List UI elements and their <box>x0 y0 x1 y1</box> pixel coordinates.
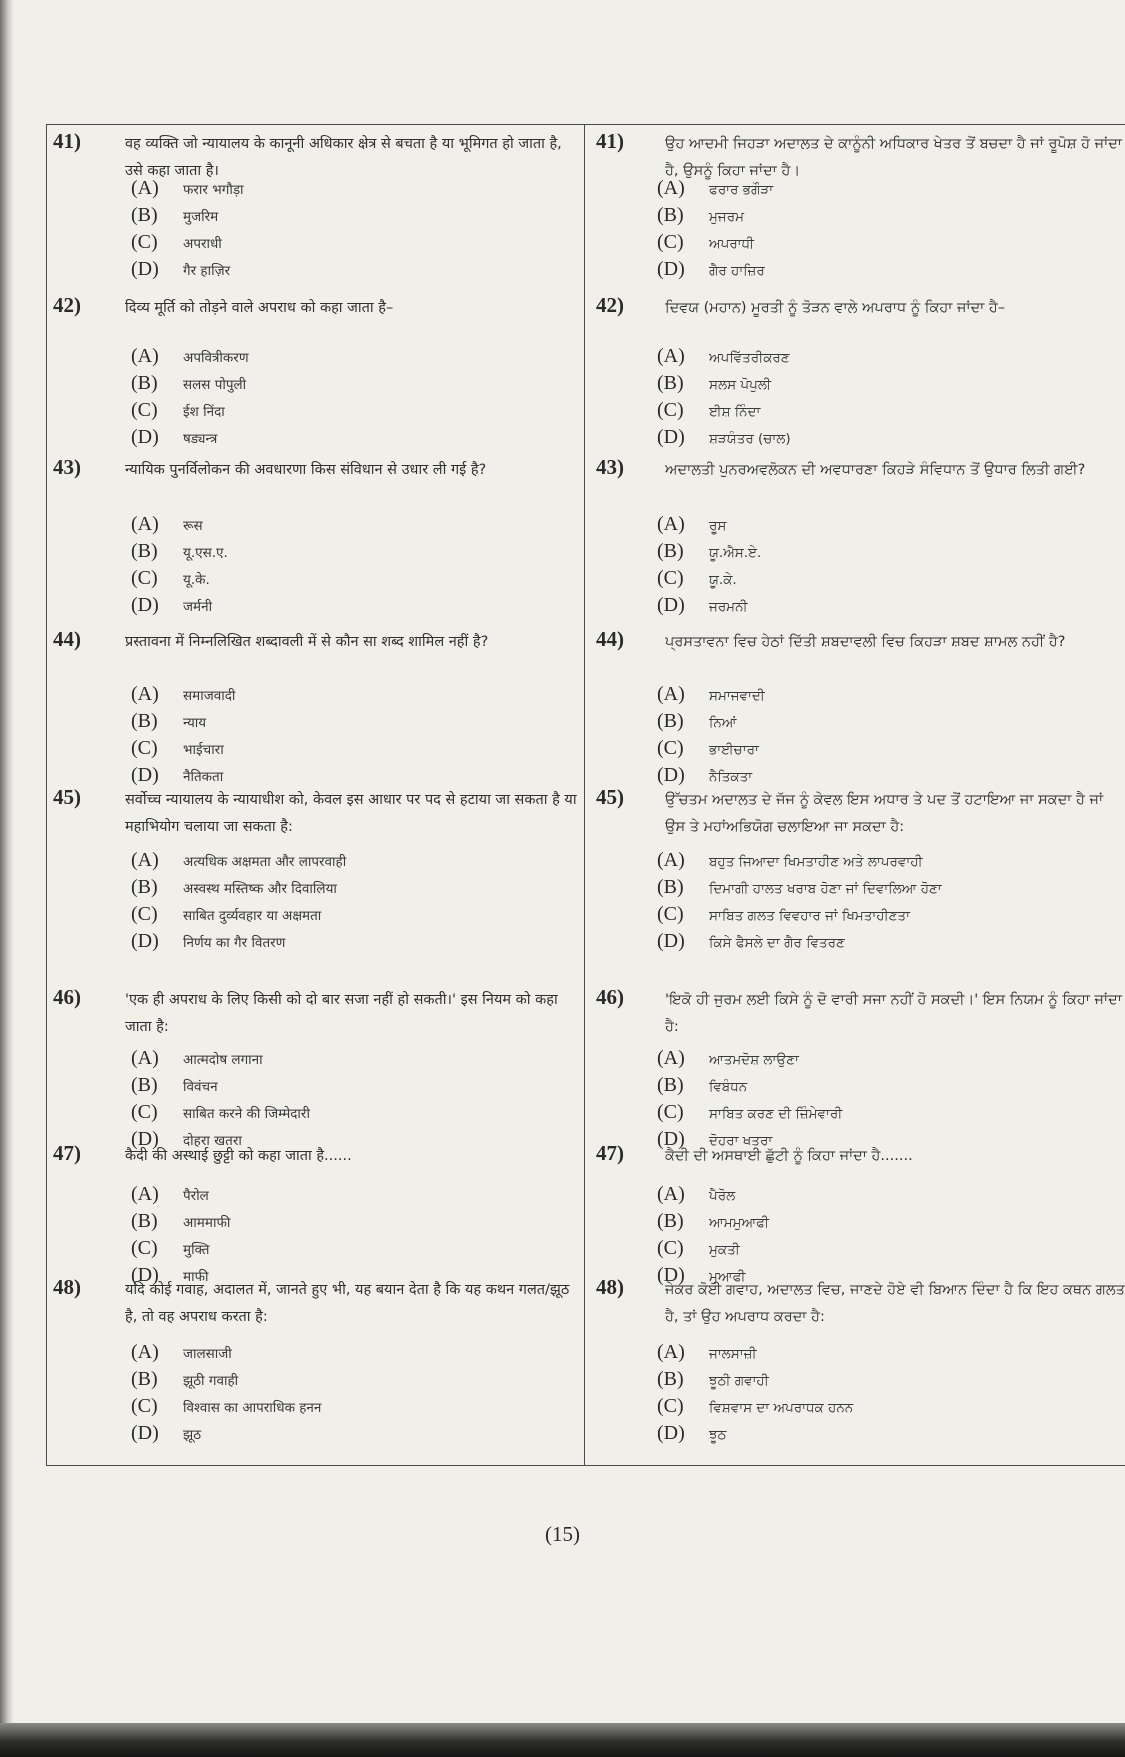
question-text: कैदी की अस्थाई छुट्टी को कहा जाता है...... <box>125 1148 352 1164</box>
answer-option <box>657 513 726 540</box>
option-label: (A) <box>131 1183 159 1205</box>
option-text: ਫਰਾਰ ਭਗੌੜਾ <box>709 182 774 198</box>
option-label: (D) <box>131 1128 159 1150</box>
option-label: (C) <box>131 231 158 253</box>
answer-option <box>131 399 225 426</box>
question-text: वह व्यक्ति जो न्यायालय के कानूनी अधिकार क्षेत्र से बचता है या भूमिगत हो जाता है, उसे कहा जाता है। <box>125 136 562 179</box>
option-label: (B) <box>657 876 684 898</box>
answer-option <box>657 204 744 231</box>
option-text: ਦਿਮਾਗੀ ਹਾਲਤ ਖਰਾਬ ਹੋਣਾ ਜਾਂ ਦਿਵਾਲਿਆ ਹੋਣਾ <box>709 881 942 897</box>
option-label: (B) <box>131 372 158 394</box>
option-label: (C) <box>657 903 684 925</box>
option-text: ਅਪਵਿੱਤਰੀਕਰਣ <box>709 350 790 366</box>
answer-option <box>657 231 754 258</box>
answer-option <box>657 1422 726 1449</box>
option-label: (B) <box>657 540 684 562</box>
question-number: 43) <box>53 455 81 479</box>
answer-option <box>657 737 759 764</box>
option-label: (C) <box>131 1101 158 1123</box>
option-text: ਜਾਲਸਾਜ਼ੀ <box>709 1346 757 1362</box>
option-label: (A) <box>131 1047 159 1069</box>
option-text: ਨੈਤਿਕਤਾ <box>709 769 753 785</box>
answer-option <box>131 930 285 957</box>
option-text: ਸਮਾਜਵਾਦੀ <box>709 688 765 704</box>
option-label: (C) <box>657 1395 684 1417</box>
option-text: ईश निंदा <box>183 404 225 420</box>
option-text: मुजरिम <box>183 209 219 225</box>
answer-option <box>131 345 249 372</box>
answer-option <box>131 177 244 204</box>
option-text: ਯੂ.ਕੇ. <box>709 572 737 588</box>
option-label: (D) <box>657 258 685 280</box>
option-text: ਗੈਰ ਹਾਜ਼ਿਰ <box>709 263 765 279</box>
option-text: अपवित्रीकरण <box>183 350 249 366</box>
option-label: (D) <box>131 426 159 448</box>
option-text: ਮੁਕਤੀ <box>709 1242 740 1258</box>
option-label: (D) <box>657 930 685 952</box>
option-text: निर्णय का गैर वितरण <box>183 935 286 951</box>
option-text: ਯੂ.ਐਸ.ਏ. <box>709 545 762 561</box>
answer-option <box>131 1368 238 1395</box>
option-label: (C) <box>657 737 684 759</box>
option-text: आममाफी <box>183 1215 231 1231</box>
answer-option <box>131 1183 209 1210</box>
option-text: भाईचारा <box>183 742 224 758</box>
answer-option <box>657 567 737 594</box>
answer-option <box>131 1210 230 1237</box>
answer-option <box>131 258 230 285</box>
option-label: (A) <box>131 345 159 367</box>
option-text: ਜਰਮਨੀ <box>709 599 748 615</box>
option-label: (D) <box>131 764 159 786</box>
option-label: (B) <box>131 204 158 226</box>
answer-option <box>131 231 222 258</box>
punjabi-column <box>584 125 1125 1465</box>
option-text: झूठी गवाही <box>183 1373 239 1389</box>
answer-option <box>131 1341 232 1368</box>
option-label: (D) <box>657 1128 685 1150</box>
hindi-column <box>47 125 584 1465</box>
answer-option <box>657 1047 799 1074</box>
question-number: 48) <box>596 1275 624 1299</box>
option-label: (C) <box>131 1395 158 1417</box>
option-label: (C) <box>131 903 158 925</box>
question-number: 41) <box>596 129 624 153</box>
option-label: (B) <box>131 710 158 732</box>
answer-option <box>131 372 246 399</box>
question-text: सर्वोच्च न्यायालय के न्यायाधीश को, केवल इस आधार पर पद से हटाया जा सकता है या महाभियोग चलाया जा सकता है: <box>125 792 577 835</box>
question-text: ਅਦਾਲਤੀ ਪੁਨਰਅਵਲੋਕਨ ਦੀ ਅਵਧਾਰਣਾ ਕਿਹੜੇ ਸੰਵਿਧਾਨ ਤੋਂ ਉਧਾਰ ਲਿਤੀ ਗਈ? <box>665 462 1086 478</box>
option-text: यू.के. <box>183 572 210 588</box>
answer-option <box>131 1237 210 1264</box>
question-text: ਜੇਕਰ ਕੋਈ ਗਵਾਹ, ਅਦਾਲਤ ਵਿਚ, ਜਾਣਦੇ ਹੋਏ ਵੀ ਬਿਆਨ ਦਿੰਦਾ ਹੈ ਕਿ ਇਹ ਕਥਨ ਗਲਤ ਹੈ, ਤਾਂ ਉਹ ਅਪਰਾਧ ਕਰਦਾ ਹੈ: <box>665 1282 1125 1325</box>
question-text: यदि कोई गवाह, अदालत में, जानते हुए भी, यह बयान देता है कि यह कथन गलत/झूठ है, तो वह अपराध करता है: <box>125 1282 570 1325</box>
question-number: 45) <box>53 785 81 809</box>
option-label: (A) <box>131 513 159 535</box>
option-text: फरार भगौड़ा <box>183 182 244 198</box>
option-label: (D) <box>657 426 685 448</box>
answer-option <box>131 737 224 764</box>
option-text: ਸਾਬਿਤ ਗਲਤ ਵਿਵਹਾਰ ਜਾਂ ਖਿਮਤਾਹੀਣਤਾ <box>709 908 910 924</box>
answer-option <box>131 1101 310 1128</box>
option-text: साबित करने की जिम्मेदारी <box>183 1106 310 1122</box>
answer-option <box>131 876 337 903</box>
option-label: (B) <box>657 1074 684 1096</box>
option-label: (B) <box>131 540 158 562</box>
question-number: 48) <box>53 1275 81 1299</box>
answer-option <box>131 426 217 453</box>
option-text: नैतिकता <box>183 769 224 785</box>
option-text: सलस पोपुली <box>183 377 247 393</box>
option-label: (A) <box>657 177 685 199</box>
option-label: (A) <box>131 683 159 705</box>
answer-option <box>657 903 910 930</box>
option-text: पैरोल <box>183 1188 209 1204</box>
question-number: 43) <box>596 455 624 479</box>
option-text: ਆਤਮਦੋਸ਼ ਲਾਉਣਾ <box>709 1052 799 1068</box>
question-text: ਉੱਚਤਮ ਅਦਾਲਤ ਦੇ ਜੱਜ ਨੂੰ ਕੇਵਲ ਇਸ ਅਧਾਰ ਤੇ ਪਦ ਤੋਂ ਹਟਾਇਆ ਜਾ ਸਕਦਾ ਹੈ ਜਾਂ ਉਸ ਤੇ ਮਹਾਂਅਭਿਯੋਗ ਚਲਾਇਆ ਜਾ ਸਕਦਾ ਹੈ: <box>665 792 1104 835</box>
option-text: यू.एस.ए. <box>183 545 228 561</box>
answer-option <box>131 683 235 710</box>
option-label: (A) <box>657 513 685 535</box>
answer-option <box>657 683 765 710</box>
answer-option <box>131 204 218 231</box>
option-text: ਦੋਹਰਾ ਖਤਰਾ <box>709 1133 773 1149</box>
option-label: (A) <box>657 683 685 705</box>
answer-option <box>657 1074 747 1101</box>
option-text: अपराधी <box>183 236 222 252</box>
answer-option <box>657 1395 853 1422</box>
option-text: विश्वास का आपराधिक हनन <box>183 1400 322 1416</box>
option-text: ਈਸ਼ ਨਿੰਦਾ <box>709 404 761 420</box>
option-label: (B) <box>131 1210 158 1232</box>
option-text: ਪੈਰੋਲ <box>709 1188 736 1204</box>
option-label: (D) <box>657 1264 685 1286</box>
option-label: (A) <box>657 1341 685 1363</box>
option-text: ਸਲਸ ਪੋਪੁਲੀ <box>709 377 772 393</box>
option-text: ਸ਼ੜਯੰਤਰ (ਚਾਲ) <box>709 431 791 447</box>
option-text: ਝੂਠ <box>709 1427 727 1443</box>
option-label: (D) <box>657 1422 685 1444</box>
option-label: (D) <box>131 594 159 616</box>
answer-option <box>131 1047 263 1074</box>
option-label: (B) <box>131 876 158 898</box>
option-label: (A) <box>131 849 159 871</box>
option-text: ਰੂਸ <box>709 518 727 534</box>
question-text: न्यायिक पुनर्विलोकन की अवधारणा किस संविधान से उधार ली गई है? <box>125 462 487 478</box>
option-text: ਆਮਮੁਆਫੀ <box>709 1215 770 1231</box>
question-text: 'ਇਕੋ ਹੀ ਜੁਰਮ ਲਈ ਕਿਸੇ ਨੂੰ ਦੋ ਵਾਰੀ ਸਜਾ ਨਹੀਂ ਹੋ ਸਕਦੀ।' ਇਸ ਨਿਯਮ ਨੂੰ ਕਿਹਾ ਜਾਂਦਾ ਹੈ: <box>665 992 1122 1035</box>
option-label: (C) <box>657 399 684 421</box>
option-text: ਕਿਸੇ ਫੈਸਲੇ ਦਾ ਗੈਰ ਵਿਤਰਣ <box>709 935 845 951</box>
answer-option <box>657 345 790 372</box>
option-label: (B) <box>657 710 684 732</box>
answer-option <box>657 1183 735 1210</box>
option-label: (C) <box>131 399 158 421</box>
option-label: (A) <box>657 1047 685 1069</box>
question-text: ਪ੍ਰਸਤਾਵਨਾ ਵਿਚ ਹੇਠਾਂ ਦਿੱਤੀ ਸ਼ਬਦਾਵਲੀ ਵਿਚ ਕਿਹੜਾ ਸ਼ਬਦ ਸ਼ਾਮਲ ਨਹੀਂ ਹੈ? <box>665 634 1066 650</box>
option-text: ਭਾਈਚਾਰਾ <box>709 742 759 758</box>
option-label: (C) <box>657 1101 684 1123</box>
option-label: (A) <box>657 849 685 871</box>
answer-option <box>131 710 206 737</box>
question-text: ਦਿਵਯ (ਮਹਾਨ) ਮੂਰਤੀ ਨੂੰ ਤੋੜਨ ਵਾਲੇ ਅਪਰਾਧ ਨੂੰ ਕਿਹਾ ਜਾਂਦਾ ਹੈ– <box>665 300 1006 316</box>
option-text: माफी <box>183 1269 209 1285</box>
option-label: (C) <box>131 737 158 759</box>
question-number: 47) <box>596 1141 624 1165</box>
option-text: ਨਿਆਂ <box>709 715 737 731</box>
answer-option <box>131 1074 218 1101</box>
option-label: (A) <box>131 177 159 199</box>
page-edge-shadow <box>0 0 14 1757</box>
answer-option <box>657 930 845 957</box>
page-number: (15) <box>545 1522 580 1546</box>
question-table <box>46 124 1125 1466</box>
scan-bottom-edge <box>0 1723 1125 1757</box>
question-number: 41) <box>53 129 81 153</box>
question-number: 44) <box>596 627 624 651</box>
option-text: झूठ <box>183 1427 202 1443</box>
answer-option <box>657 177 773 204</box>
question-text: ਕੈਦੀ ਦੀ ਅਸਥਾਈ ਛੁੱਟੀ ਨੂੰ ਕਿਹਾ ਜਾਂਦਾ ਹੈ....... <box>665 1148 913 1164</box>
answer-option <box>131 540 228 567</box>
answer-option <box>131 594 212 621</box>
answer-option <box>657 1210 769 1237</box>
answer-option <box>657 594 748 621</box>
question-number: 46) <box>596 985 624 1009</box>
option-label: (B) <box>657 1210 684 1232</box>
answer-option <box>131 1422 201 1449</box>
question-number: 46) <box>53 985 81 1009</box>
option-text: न्याय <box>183 715 207 731</box>
option-text: ਅਪਰਾਧੀ <box>709 236 755 252</box>
option-text: रूस <box>183 518 203 534</box>
question-text: ਉਹ ਆਦਮੀ ਜਿਹੜਾ ਅਦਾਲਤ ਦੇ ਕਾਨੂੰਨੀ ਅਧਿਕਾਰ ਖੇਤਰ ਤੋਂ ਬਚਦਾ ਹੈ ਜਾਂ ਰੂਪੋਸ਼ ਹੋ ਜਾਂਦਾ ਹੈ, ਉਸਨੂੰ ਕਿਹਾ ਜਾਂਦਾ ਹੈ। <box>665 136 1122 179</box>
question-text: 'एक ही अपराध के लिए किसी को दो बार सजा नहीं हो सकती।' इस नियम को कहा जाता है: <box>125 992 558 1035</box>
option-label: (B) <box>131 1368 158 1390</box>
option-label: (D) <box>131 1264 159 1286</box>
option-text: अस्वस्थ मस्तिष्क और दिवालिया <box>183 881 337 897</box>
option-label: (B) <box>657 1368 684 1390</box>
answer-option <box>657 876 942 903</box>
option-label: (B) <box>657 372 684 394</box>
option-text: मुक्ति <box>183 1242 210 1258</box>
option-text: ਮੁਆਫੀ <box>709 1269 746 1285</box>
option-text: अत्यधिक अक्षमता और लापरवाही <box>183 854 347 870</box>
option-label: (D) <box>131 930 159 952</box>
answer-option <box>657 1341 757 1368</box>
option-label: (B) <box>657 204 684 226</box>
answer-option <box>657 710 737 737</box>
option-text: ਸਾਬਿਤ ਕਰਣ ਦੀ ਜ਼ਿੰਮੇਵਾਰੀ <box>709 1106 843 1122</box>
option-text: समाजवादी <box>183 688 236 704</box>
option-text: गैर हाज़िर <box>183 263 231 279</box>
answer-option <box>657 1368 769 1395</box>
answer-option <box>657 426 791 453</box>
question-number: 42) <box>53 293 81 317</box>
question-number: 44) <box>53 627 81 651</box>
question-number: 42) <box>596 293 624 317</box>
option-text: ਵਿਸ਼ਵਾਸ ਦਾ ਅਪਰਾਧਕ ਹਨਨ <box>709 1400 854 1416</box>
option-label: (D) <box>131 1422 159 1444</box>
option-label: (C) <box>131 1237 158 1259</box>
option-label: (C) <box>657 1237 684 1259</box>
option-label: (A) <box>657 345 685 367</box>
option-label: (B) <box>131 1074 158 1096</box>
answer-option <box>131 567 210 594</box>
answer-option <box>657 1237 740 1264</box>
answer-option <box>131 1395 321 1422</box>
question-number: 47) <box>53 1141 81 1165</box>
option-text: जर्मनी <box>183 599 213 615</box>
answer-option <box>131 849 346 876</box>
option-text: ਵਿਬੰਧਨ <box>709 1079 748 1095</box>
option-text: जालसाजी <box>183 1346 232 1362</box>
option-label: (C) <box>657 231 684 253</box>
option-text: आत्मदोष लगाना <box>183 1052 263 1068</box>
answer-option <box>657 372 771 399</box>
option-label: (D) <box>657 764 685 786</box>
option-label: (A) <box>131 1341 159 1363</box>
question-text: प्रस्तावना में निम्नलिखित शब्दावली में से कौन सा शब्द शामिल नहीं है? <box>125 634 489 650</box>
question-text: दिव्य मूर्ति को तोड़ने वाले अपराध को कहा जाता है– <box>125 300 394 316</box>
option-text: षड्यन्त्र <box>183 431 218 447</box>
question-number: 45) <box>596 785 624 809</box>
option-text: ਝੂਠੀ ਗਵਾਹੀ <box>709 1373 769 1389</box>
option-text: विवंचन <box>183 1079 218 1095</box>
answer-option <box>657 258 765 285</box>
option-text: साबित दुर्व्यवहार या अक्षमता <box>183 908 322 924</box>
option-label: (D) <box>131 258 159 280</box>
option-text: ਬਹੁਤ ਜਿਆਦਾ ਖਿਮਤਾਹੀਣ ਅਤੇ ਲਾਪਰਵਾਹੀ <box>709 854 923 870</box>
option-text: ਮੁਜਰਮ <box>709 209 744 225</box>
answer-option <box>131 903 321 930</box>
answer-option <box>657 540 761 567</box>
option-label: (C) <box>657 567 684 589</box>
answer-option <box>657 399 760 426</box>
answer-option <box>657 1101 842 1128</box>
answer-option <box>131 513 203 540</box>
option-label: (C) <box>131 567 158 589</box>
option-label: (A) <box>657 1183 685 1205</box>
option-text: दोहरा खतरा <box>183 1133 242 1149</box>
answer-option <box>657 849 923 876</box>
option-label: (D) <box>657 594 685 616</box>
